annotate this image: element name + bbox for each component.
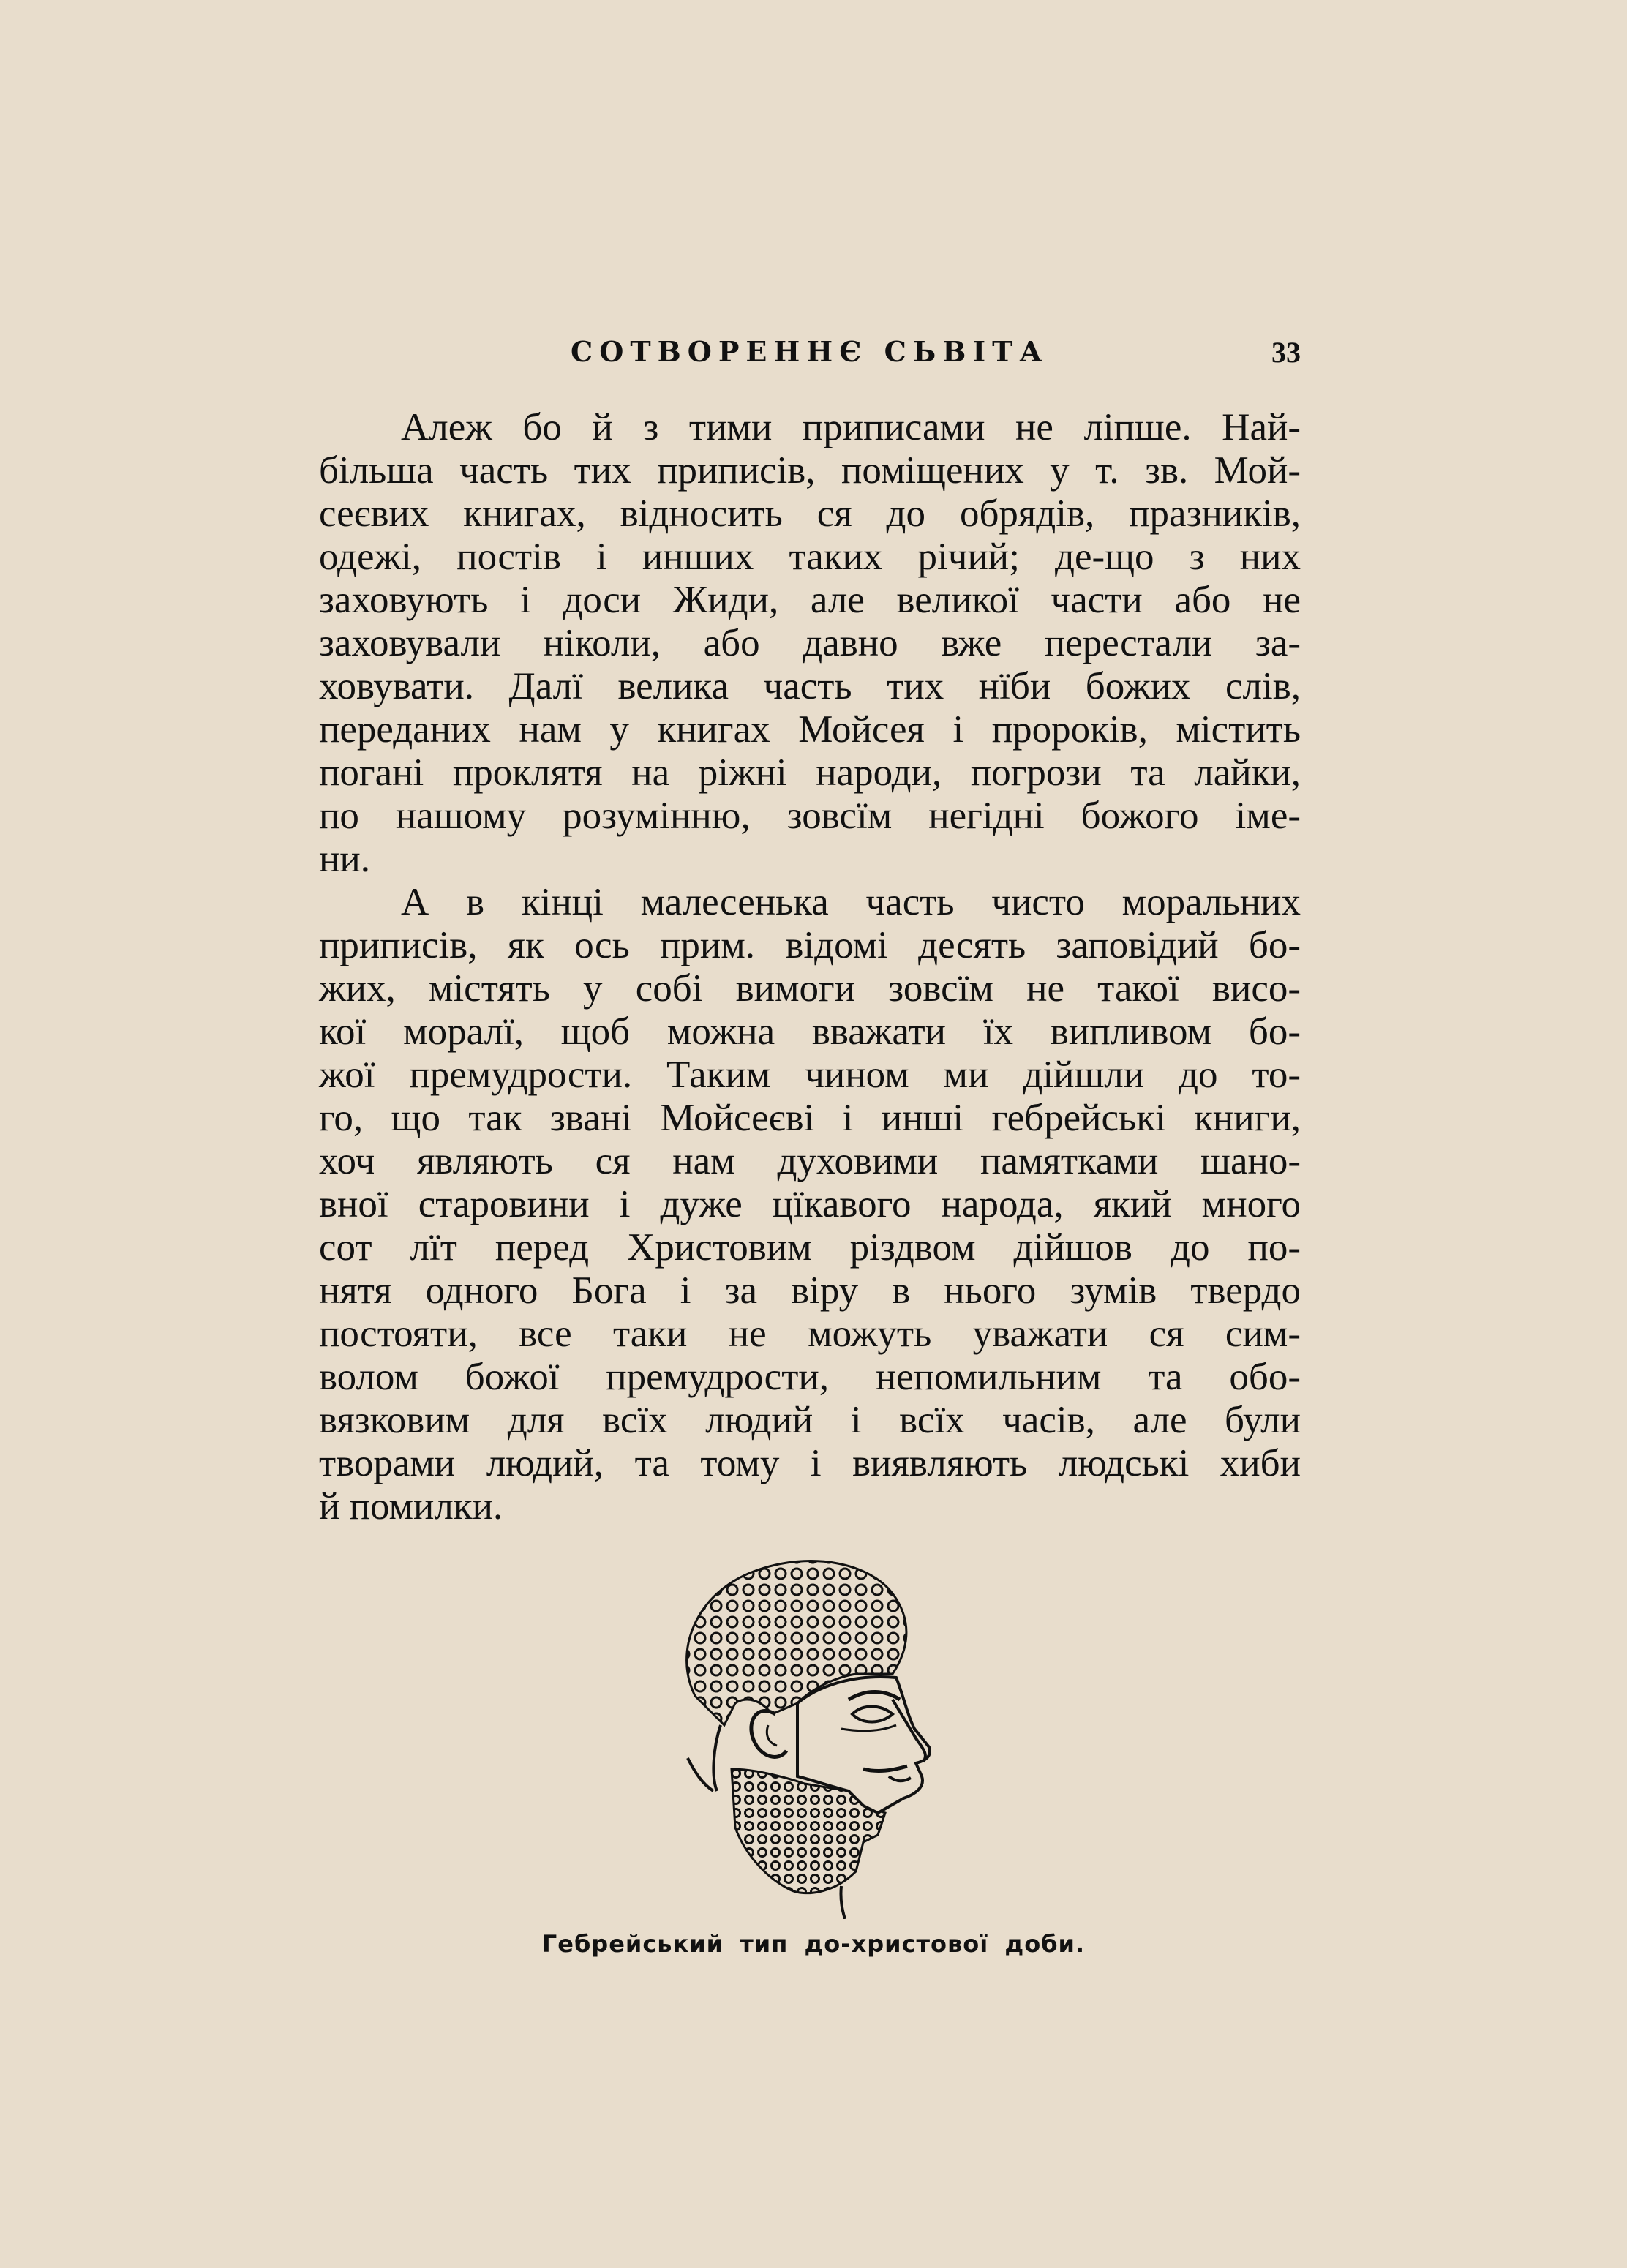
text-line: переданих нам у книгах Мойсея і пророків, містить [319, 708, 1301, 751]
text-line: А в кінці малесенька часть чисто моральних [401, 881, 1301, 923]
text-line: сеєвих книгах, відносить ся до обрядів, празників, [319, 492, 1301, 535]
ear [751, 1711, 786, 1757]
paragraph-2 [319, 881, 1301, 1528]
neck [713, 1725, 721, 1791]
text-line: ни. [319, 838, 370, 880]
text-line: кої моралї, щоб можна вважати їх випливом бо- [319, 1010, 1301, 1053]
text-line: Алеж бо й з тими приписами не ліпше. Най- [401, 406, 1301, 448]
text-line: одежі, постів і инших таких річий; де-що з них [319, 536, 1301, 578]
text-line: ховувати. Далї велика часть тих нїби божих слів, [319, 665, 1301, 707]
text-line: творами людий, та тому і виявляють людські хиби [319, 1442, 1301, 1484]
text-line: сот лїт перед Христовим різдвом дійшов до по- [319, 1226, 1301, 1269]
head-illustration [644, 1550, 966, 1919]
text-line: приписів, як ось прим. відомі десять заповідий бо- [319, 924, 1301, 966]
text-line: нятя одного Бога і за віру в нього зумів твердо [319, 1269, 1301, 1312]
running-header [319, 335, 1301, 379]
text-line: жих, містять у собі вимоги зовсїм не такої висо- [319, 967, 1301, 1010]
page-number: 33 [1271, 336, 1301, 369]
text-line: по нашому розумінню, зовсїм негідні божого іме- [319, 795, 1301, 837]
text-line: вязковим для всїх людий і всїх часів, але були [319, 1399, 1301, 1441]
text-line: постояти, все таки не можуть уважати ся сим- [319, 1313, 1301, 1355]
text-line: хоч являють ся нам духовими памятками шано- [319, 1140, 1301, 1182]
text-line: жої премудрости. Таким чином ми дійшли до то- [319, 1054, 1301, 1096]
text-line: вної старовини і дуже цїкавого народа, який много [319, 1183, 1301, 1225]
paragraph-1 [319, 406, 1301, 881]
text-line: волом божої премудрости, непомильним та обо- [319, 1356, 1301, 1398]
text-line: більша часть тих приписів, поміщених у т. зв. Мой- [319, 449, 1301, 492]
text-line: го, що так звані Мойсеєві і инші гебрейські книги, [319, 1097, 1301, 1139]
figure-caption: Гебрейський тип до-христової доби. [541, 1930, 1086, 1958]
body-text [319, 406, 1301, 1528]
text-line: погані проклятя на ріжні народи, погрози та лайки, [319, 751, 1301, 794]
text-line: заховували ніколи, або давно вже перестали за- [319, 622, 1301, 664]
text-line: й помилки. [319, 1485, 503, 1528]
text-line: заховують і доси Жиди, але великої части або не [319, 579, 1301, 621]
running-title: СОТВОРЕННЄ СЬВІТА [571, 335, 1049, 368]
